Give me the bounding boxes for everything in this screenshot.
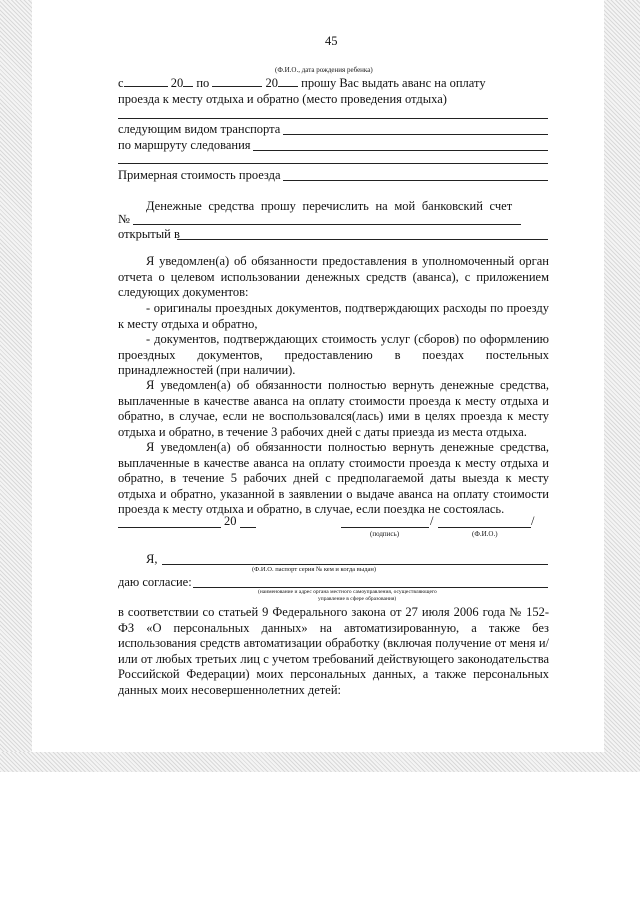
year1-field[interactable] — [183, 76, 193, 87]
trip-line: проезда к месту отдыха и обратно (место проведения отдыха) — [118, 92, 447, 106]
consent-give-label: даю согласие: — [118, 575, 192, 589]
route-field-2[interactable] — [118, 163, 548, 164]
scan-border-right — [604, 0, 640, 770]
notice-1-item-1-text: - оригиналы проездных документов, подтверждающих расходы по проезду к месту отдыха и обратно, — [118, 301, 549, 331]
blank-line[interactable] — [118, 118, 548, 119]
account-number-label: № — [118, 212, 130, 226]
notice-1-intro: Я уведомлен(а) об обязанности предоставления в уполномоченный орган отчета о целевом использовании денежных средств (аванса), с приложением следующих документов: — [118, 254, 549, 300]
notice-1-item-1 — [118, 301, 549, 332]
consent-organ-caption-2: управление в сфере образования) — [318, 596, 397, 602]
bank-name-field[interactable] — [177, 239, 548, 240]
cost-label: Примерная стоимость проезда — [118, 168, 281, 182]
notice-1-item-2 — [118, 332, 549, 379]
consent-fio-caption: (Ф.И.О. паспорт серия № кем и когда выдан) — [252, 566, 377, 573]
route-label: по маршруту следования — [118, 138, 251, 152]
consent-text: в соответствии со статьей 9 Федерального закона от 27 июля 2006 года № 152-ФЗ «О персональных данных» на автоматизированную, а также без использования средств автоматизации обработку (включая получение от меня и/или от любых третьих лиц с учетом требований действующего законодательства Российской Федерации) моих персональных данных, а также персональных данных моих несовершеннолетних детей: — [118, 605, 549, 697]
from-date-field[interactable] — [124, 76, 168, 87]
scan-border-left — [0, 0, 32, 770]
bank-opened-label: открытый в — [118, 227, 180, 241]
slash-2: / — [531, 514, 535, 528]
scan-border-bottom — [0, 752, 640, 772]
transport-label: следующим видом транспорта — [118, 122, 281, 136]
signature-field[interactable] — [341, 527, 429, 528]
notice-paragraph-2 — [118, 378, 549, 440]
request-text: прошу Вас выдать аванс на оплату — [301, 76, 486, 90]
notice-paragraph-3 — [118, 440, 549, 518]
to-date-field[interactable] — [212, 76, 262, 87]
consent-ya: Я, — [146, 552, 158, 566]
signature-year-field[interactable] — [240, 527, 256, 528]
bank-line: Денежные средства прошу перечислить на мой банковский счет — [146, 199, 513, 213]
consent-organ-caption-1: (наименование и адрес органа местного самоуправления, осуществляющего — [258, 589, 437, 595]
consent-organ-field[interactable] — [193, 587, 548, 588]
account-number-field[interactable] — [133, 224, 521, 225]
signature-caption: (подпись) — [370, 530, 400, 538]
signature-date-field[interactable] — [118, 527, 221, 528]
year1: 20 — [170, 76, 184, 90]
signature-year: 20 — [224, 514, 237, 528]
slash-1: / — [430, 514, 434, 528]
notice-1-item-2-text: - документов, подтверждающих стоимость услуг (сборов) по оформлению проездных документов, предоставлению в поездах постельных принадлежностей (при наличии). — [118, 332, 549, 378]
cost-field[interactable] — [283, 180, 548, 181]
consent-fio-field[interactable] — [162, 564, 548, 565]
year2: 20 — [265, 76, 279, 90]
child-caption: (Ф.И.О., дата рождения ребенка) — [275, 66, 373, 74]
notice-paragraph-1 — [118, 254, 549, 301]
route-field[interactable] — [253, 150, 548, 151]
transport-field[interactable] — [283, 134, 548, 135]
page-number: 45 — [325, 34, 338, 48]
notice-3-text: Я уведомлен(а) об обязанности полностью вернуть денежные средства, выплаченные в качестве аванса на оплату стоимости проезда к месту отдыха и обратно, в течение 5 рабочих дней с предполагаемой даты выезда к месту отдыха и обратно, указанной в заявлении о выдаче аванса на оплату стоимости проезда к месту отдыха и обратно, в случае, если поездка не состоялась. — [118, 440, 549, 517]
year2-field[interactable] — [278, 76, 298, 87]
notice-2-text: Я уведомлен(а) об обязанности полностью вернуть денежные средства, выплаченные в качестве аванса на оплату стоимости проезда к месту отдыха и обратно, в случае, если не воспользовался(лась) ими в целях проезда к месту отдыха и обратно, в течение 3 рабочих дней с даты приезда из места отдыха. — [118, 378, 549, 439]
fio-caption: (Ф.И.О.) — [472, 530, 498, 538]
from-label: с — [118, 76, 124, 90]
to-label: по — [196, 76, 210, 90]
period-line — [118, 76, 486, 91]
fio-field[interactable] — [438, 527, 531, 528]
